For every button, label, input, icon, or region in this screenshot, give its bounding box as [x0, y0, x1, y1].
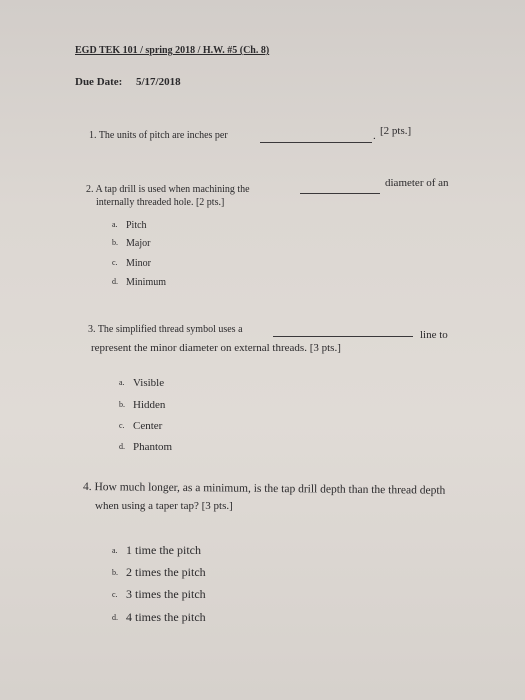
option-letter: d. [119, 442, 125, 451]
question-2-option-b [112, 238, 150, 249]
question-1-period: . [373, 130, 376, 142]
option-text: Minor [126, 258, 151, 269]
option-letter: b. [112, 238, 118, 247]
option-text: Major [126, 238, 151, 249]
question-1-text: 1. The units of pitch are inches per [89, 130, 228, 141]
question-3-line1: 3. The simplified thread symbol uses a [88, 324, 243, 335]
question-3-option-c [119, 420, 162, 432]
question-3-option-d [119, 441, 172, 453]
question-4-line1: 4. How much longer, as a minimum, is the tap drill depth than the thread depth [82, 481, 446, 497]
course-header: EGD TEK 101 / spring 2018 / H.W. #5 (Ch. 8) [75, 45, 270, 56]
question-2-option-a [112, 220, 147, 231]
question-4-line2: when using a taper tap? [3 pts.] [95, 500, 233, 512]
question-4-option-a [112, 543, 201, 558]
option-text: Pitch [126, 220, 147, 231]
question-3-option-b [119, 399, 165, 411]
question-2-option-c [112, 258, 151, 269]
question-3-line2: represent the minor diameter on external threads. [3 pts.] [91, 342, 341, 354]
question-2-line2: internally threaded hole. [2 pts.] [96, 197, 225, 208]
option-letter: d. [112, 613, 118, 622]
option-text: Hidden [133, 399, 166, 411]
question-4-option-d [112, 610, 206, 625]
question-2-blank [300, 193, 380, 194]
due-date-label: Due Date: [75, 76, 123, 88]
option-letter: d. [112, 277, 118, 286]
option-letter: c. [112, 590, 118, 599]
option-text: 2 times the pitch [126, 565, 206, 579]
option-letter: a. [112, 546, 118, 555]
option-letter: a. [112, 220, 118, 229]
option-text: Minimum [126, 277, 167, 288]
option-text: 3 times the pitch [126, 587, 206, 601]
option-text: Visible [133, 377, 165, 389]
option-letter: c. [119, 421, 125, 430]
option-letter: c. [112, 258, 118, 267]
question-3-option-a [119, 377, 164, 389]
question-2-line1: 2. A tap drill is used when machining the [86, 184, 250, 195]
question-2-line1-end: diameter of an [385, 177, 449, 189]
question-1-blank [260, 142, 372, 143]
option-text: Phantom [133, 441, 173, 453]
question-3-blank [273, 336, 413, 337]
option-text: 1 time the pitch [126, 543, 201, 557]
option-letter: b. [119, 400, 125, 409]
question-4-option-b [112, 565, 206, 580]
option-text: Center [133, 420, 163, 432]
option-letter: a. [119, 378, 125, 387]
question-1-points: [2 pts.] [380, 125, 412, 137]
option-letter: b. [112, 568, 118, 577]
question-2-option-d [112, 277, 166, 288]
due-date-value: 5/17/2018 [136, 76, 181, 88]
question-4-option-c [112, 587, 206, 602]
option-text: 4 times the pitch [126, 610, 206, 624]
question-3-line1-end: line to [420, 329, 448, 341]
